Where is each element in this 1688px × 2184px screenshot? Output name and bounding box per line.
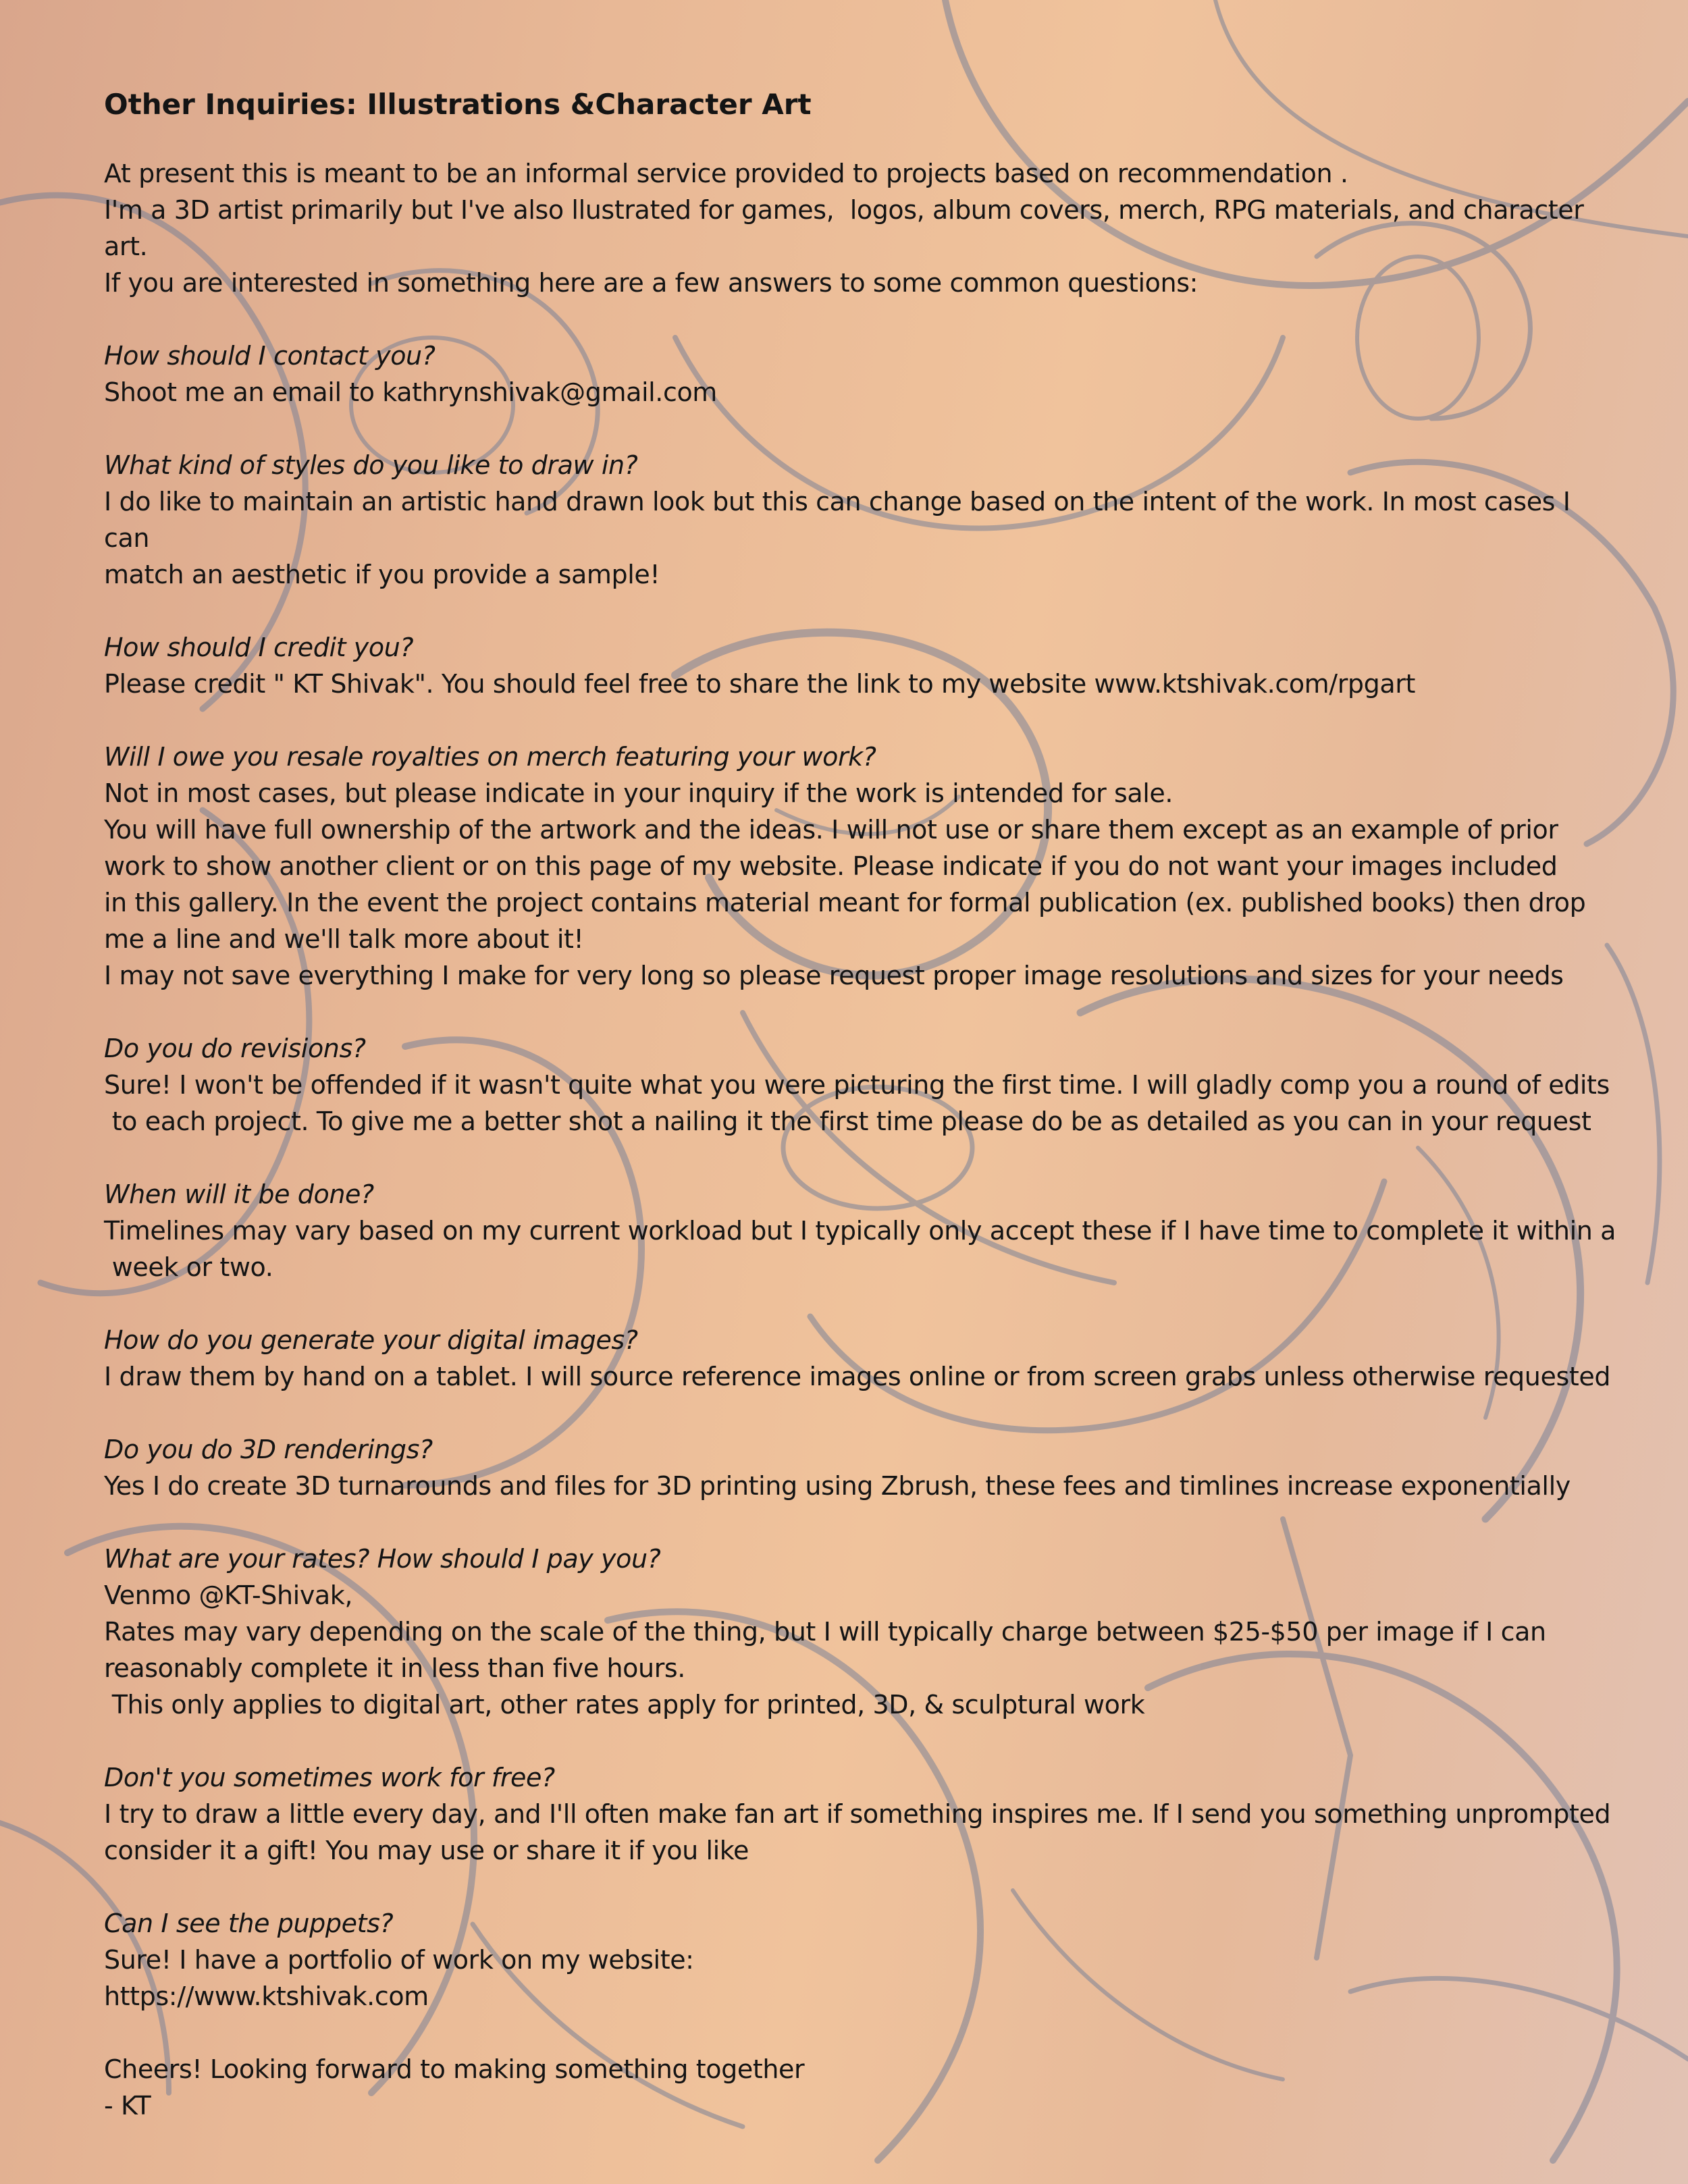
faq-rates [104,1541,1616,1723]
intro-block [104,155,1616,301]
portfolio-link[interactable]: https://www.ktshivak.com [104,1981,429,2011]
faq-answer-line: to each project. To give me a better shot a nailing it the first time please do be as detailed as you can in your request [104,1107,1591,1136]
faq-portfolio [104,1905,1616,2015]
faq-answer-line: Yes I do create 3D turnarounds and files for 3D printing using Zbrush, these fees and timlines increase exponentially [104,1471,1571,1501]
faq-answer-line: me a line and we'll talk more about it! [104,924,584,954]
faq-question: How do you generate your digital images? [104,1325,638,1355]
faq-answer-line: Timelines may vary based on my current workload but I typically only accept these if I have time to complete it within a [104,1216,1616,1246]
faq-question: When will it be done? [104,1179,374,1209]
faq-royalties [104,739,1616,994]
faq-answer-line: This only applies to digital art, other rates apply for printed, 3D, & sculptural work [104,1690,1145,1720]
signoff [104,2051,1616,2124]
faq-free-work [104,1759,1616,1869]
page-title: Other Inquiries: Illustrations &Character Art [104,88,812,121]
faq-question: Do you do revisions? [104,1034,366,1063]
faq-answer-line: in this gallery. In the event the project contains material meant for formal publication (ex. published books) then drop [104,888,1586,917]
faq-revisions [104,1030,1616,1140]
faq-answer-line: reasonably complete it in less than five hours. [104,1653,685,1683]
intro-line: I'm a 3D artist primarily but I've also llustrated for games, logos, album covers, merch, RPG materials, and character art. [104,195,1592,261]
faq-question: Will I owe you resale royalties on merch featuring your work? [104,742,876,772]
faq-question: How should I contact you? [104,341,436,371]
faq-document [104,84,1616,2124]
faq-answer-line: consider it a gift! You may use or share it if you like [104,1836,749,1865]
signoff-signature: - KT [104,2091,151,2121]
faq-question: Don't you sometimes work for free? [104,1763,555,1792]
faq-question: What kind of styles do you like to draw in? [104,450,638,480]
faq-answer-line: work to show another client or on this page of my website. Please indicate if you do not want your images included [104,851,1558,881]
intro-line: If you are interested in something here are a few answers to some common questions: [104,268,1198,298]
faq-answer-line: Shoot me an email to kathrynshivak@gmail.com [104,377,717,407]
faq-question: How should I credit you? [104,633,414,662]
intro-line: At present this is meant to be an informal service provided to projects based on recommendation . [104,159,1348,188]
faq-answer-line: You will have full ownership of the artwork and the ideas. I will not use or share them except as an example of prior [104,815,1558,845]
faq-answer-line: Please credit " KT Shivak". You should feel free to share the link to my website www.ktshivak.com/rpgart [104,669,1415,699]
faq-credit [104,629,1616,702]
faq-answer-line: Venmo @KT-Shivak, [104,1580,353,1610]
signoff-line: Cheers! Looking forward to making something together [104,2054,805,2084]
faq-answer-line: Not in most cases, but please indicate in your inquiry if the work is intended for sale. [104,778,1173,808]
faq-styles [104,447,1616,593]
faq-question: What are your rates? How should I pay you? [104,1544,661,1574]
faq-answer-line: match an aesthetic if you provide a sample! [104,560,660,589]
faq-contact [104,338,1616,410]
faq-3d-renderings [104,1431,1616,1504]
faq-question: Can I see the puppets? [104,1909,394,1938]
faq-answer-line: I draw them by hand on a tablet. I will source reference images online or from screen grabs unless otherwise requested [104,1362,1611,1391]
faq-answer-line: week or two. [104,1252,273,1282]
faq-answer-line: I may not save everything I make for very long so please request proper image resolutions and sizes for your needs [104,961,1564,990]
faq-answer-line: Rates may vary depending on the scale of the thing, but I will typically charge between $25-$50 per image if I can [104,1617,1546,1647]
faq-answer-line: Sure! I have a portfolio of work on my website: [104,1945,694,1975]
faq-digital-images [104,1322,1616,1395]
faq-answer-line: I try to draw a little every day, and I'll often make fan art if something inspires me. If I send you something unprompted [104,1799,1611,1829]
faq-timeline [104,1176,1616,1285]
faq-question: Do you do 3D renderings? [104,1435,433,1464]
faq-answer-line: I do like to maintain an artistic hand drawn look but this can change based on the intent of the work. In most cases I can [104,487,1579,553]
faq-answer-line: Sure! I won't be offended if it wasn't quite what you were picturing the first time. I will gladly comp you a round of edits [104,1070,1610,1100]
